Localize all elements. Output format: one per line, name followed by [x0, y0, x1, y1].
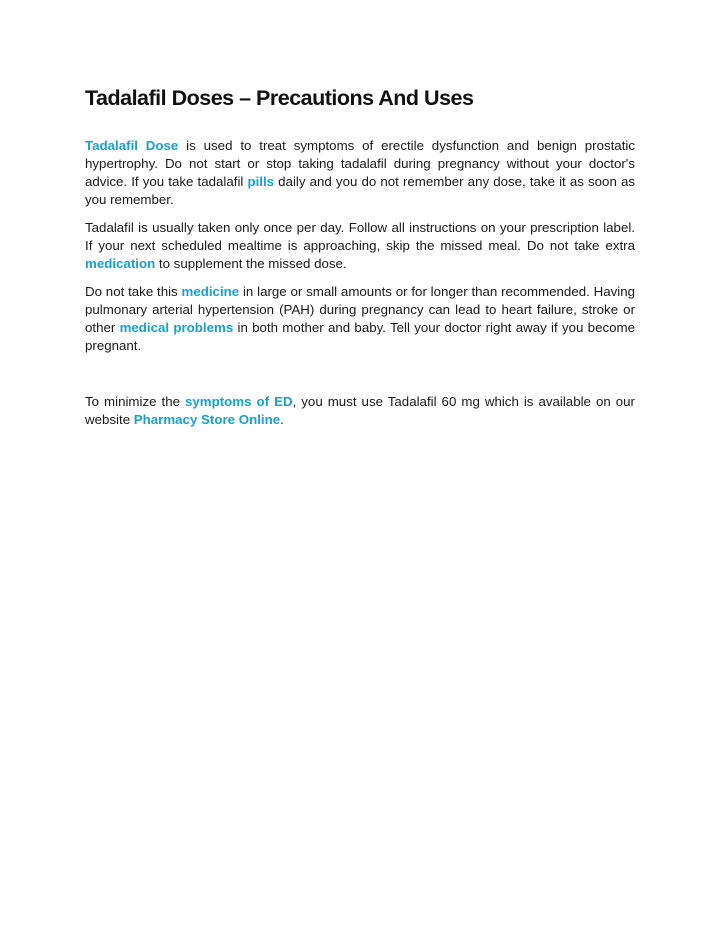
- paragraph-4-text-1: To minimize the: [85, 394, 186, 409]
- paragraph-3-text-2: in large or small amounts or for longer than recommended. Having pulmonary arterial hypertension (PAH) during pregnancy can lead to heart failure, stroke or other: [85, 284, 635, 335]
- link-symptoms-of-ed[interactable]: symptoms of ED: [185, 394, 293, 409]
- paragraph-2-text-1: Tadalafil is usually taken only once per day. Follow all instructions on your prescription label. If your next scheduled mealtime is approaching, skip the missed meal. Do not take extra: [85, 220, 635, 253]
- paragraph-1-text-1: is used to treat symptoms of erectile dysfunction and benign prostatic hypertrophy. Do not start or stop taking tadalafil during pregnancy without your doctor's advice. If you take tadalafil: [85, 138, 635, 189]
- paragraph-2: [85, 219, 635, 273]
- document-page: [85, 86, 635, 439]
- paragraph-4-text-2: , you must use Tadalafil 60 mg which is available on our website: [85, 394, 635, 427]
- paragraph-1-text-2: daily and you do not remember any dose, take it as soon as you remember.: [85, 174, 635, 207]
- link-medication[interactable]: medication: [85, 256, 156, 271]
- link-medicine[interactable]: medicine: [181, 284, 240, 299]
- link-pharmacy-store-online[interactable]: Pharmacy Store Online: [133, 412, 281, 427]
- paragraph-2-text-2: to supplement the missed dose.: [155, 256, 347, 271]
- link-pills[interactable]: pills: [247, 174, 275, 189]
- paragraph-1: [85, 137, 635, 209]
- document-title: Tadalafil Doses – Precautions And Uses: [85, 86, 474, 110]
- paragraph-spacer: [85, 365, 635, 393]
- paragraph-3-text-3: in both mother and baby. Tell your doctor right away if you become pregnant.: [85, 320, 635, 353]
- paragraph-4-text-3: .: [280, 412, 284, 427]
- paragraph-4: [85, 393, 635, 429]
- paragraph-3: [85, 283, 635, 355]
- paragraph-3-text-1: Do not take this: [85, 284, 182, 299]
- link-tadalafil-dose[interactable]: Tadalafil Dose: [85, 138, 179, 153]
- link-medical-problems[interactable]: medical problems: [119, 320, 234, 335]
